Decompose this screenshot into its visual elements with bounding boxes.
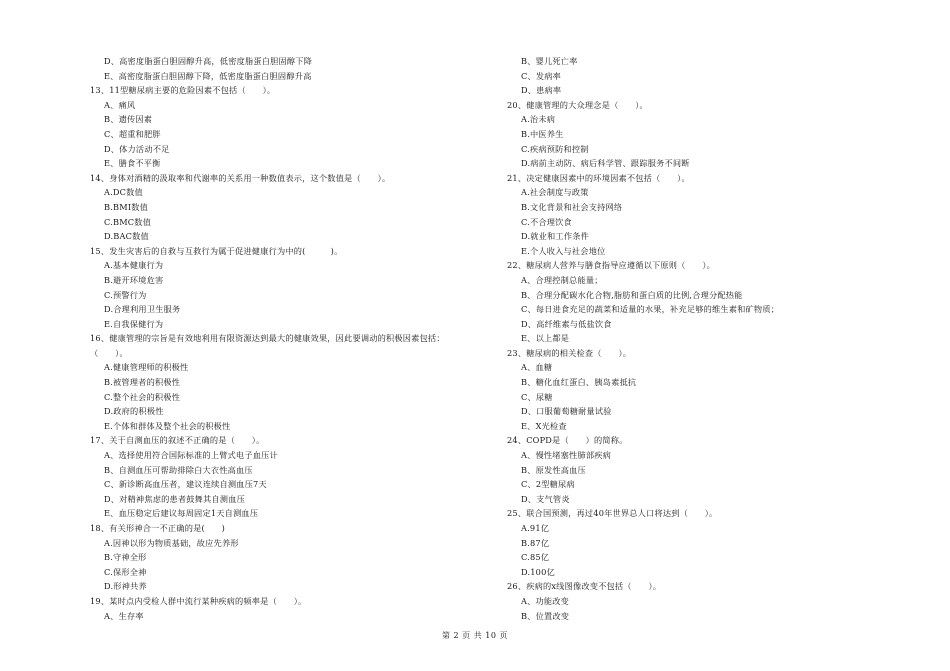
option-text: C.不合理饮食 (521, 216, 572, 227)
option-text: D.就业和工作条件 (521, 231, 589, 242)
right-column (507, 54, 937, 623)
question-text: 15、发生灾害后的自救与互救行为属于促进健康行为中的( )。 (90, 245, 343, 256)
option-text: D.政府的积极性 (104, 406, 164, 417)
option-text: B、遗传因素 (104, 114, 153, 125)
option-text: A、功能改变 (521, 595, 570, 606)
option-text: C.疾病预防和控制 (521, 143, 589, 154)
option-text: A.基本健康行为 (104, 260, 164, 271)
option-text: D、高密度脂蛋白胆固醇升高，低密度脂蛋白胆固醇下降 (104, 56, 313, 66)
option-text: A.社会制度与政策 (521, 187, 589, 198)
option-text: D.100亿 (521, 566, 555, 577)
option-text: E、膳食不平衡 (104, 158, 161, 169)
option-text: E、高密度脂蛋白胆固醇下降，低密度脂蛋白胆固醇升高 (104, 70, 312, 81)
left-column (90, 54, 520, 623)
option-text: D、高纤维素与低盐饮食 (521, 318, 612, 329)
question-text: 14、身体对酒精的汲取率和代谢率的关系用一种数值表示，这个数值是（ ）。 (90, 172, 391, 183)
option-text: B.中医养生 (521, 128, 564, 139)
option-text: B、位置改变 (521, 610, 570, 621)
option-text: E、X光检查 (521, 420, 567, 431)
option-text: D、患病率 (521, 85, 562, 96)
option-text: C.BMC数值 (104, 216, 152, 227)
question-text: 26、疾病的x线图像改变不包括（ ）。 (507, 581, 662, 592)
option-text: B.BMI数值 (104, 201, 149, 212)
option-text: B.87亿 (521, 537, 550, 548)
option-text: B、婴儿死亡率 (521, 56, 578, 66)
option-text: C.85亿 (521, 552, 550, 563)
question-text: 13、11型糖尿病主要的危险因素不包括（ ）。 (90, 85, 276, 96)
option-text: D、对精神焦虑的患者鼓舞其自测血压 (104, 493, 245, 504)
option-text: E.自我保健行为 (104, 318, 164, 329)
option-text: C.整个社会的积极性 (104, 391, 181, 402)
option-text: A.DC数值 (104, 187, 143, 198)
option-text: D、口服葡萄糖耐量试验 (521, 406, 612, 417)
option-text: B.文化背景和社会支持网络 (521, 201, 623, 212)
option-text: A、选择使用符合国际标准的上臂式电子血压计 (104, 450, 278, 461)
option-text: A.健康管理师的积极性 (104, 362, 189, 373)
option-text: C、超重和肥胖 (104, 128, 161, 139)
question-text: 23、糖尿病的相关检查（ ）。 (507, 347, 632, 358)
question-text: 24、COPD是（ ）的简称。 (507, 435, 628, 446)
option-text: C、新诊断高血压者，建议连续自测血压7天 (104, 479, 267, 490)
option-text: A.91亿 (521, 523, 550, 533)
option-text: B、合理分配碳水化合物,脂肪和蛋白质的比例,合理分配热能 (521, 289, 743, 300)
option-text: E.个人收入与社会地位 (521, 245, 606, 256)
question-text: 25、联合国预测，再过40年世界总人口将达到（ ）。 (507, 508, 718, 519)
option-text: B.避开环境危害 (104, 274, 164, 285)
question-text: 19、某时点内受检人群中流行某种疾病的频率是（ ）。 (90, 595, 307, 606)
option-text: C.预警行为 (104, 289, 147, 300)
option-text: D.合理利用卫生服务 (104, 304, 181, 315)
option-text: A、合理控制总能量； (521, 274, 603, 285)
option-text: D.病前主动防、病后科学管、跟踪服务不间断 (521, 158, 690, 169)
question-text: 16、健康管理的宗旨是有效地利用有限资源达到最大的健康效果，因此要调动的积极因素包括： (90, 333, 445, 344)
option-text: B.被管理者的积极性 (104, 377, 181, 388)
option-text: A、血糖 (521, 362, 553, 373)
option-text: D.形神共养 (104, 581, 147, 592)
option-text: E、以上都是 (521, 333, 570, 344)
option-text: D、体力活动不足 (104, 143, 170, 154)
page-number: 第 2 页 共 10 页 (442, 631, 508, 640)
option-text: D.BAC数值 (104, 231, 149, 242)
question-text: 22、糖尿病人营养与膳食指导应遵循以下原则（ ）。 (507, 260, 716, 271)
question-text: 17、关于自测血压的叙述不正确的是（ ）。 (90, 435, 265, 446)
option-text: A、生存率 (104, 610, 144, 621)
option-text: A.治未病 (521, 114, 556, 125)
option-text: E、血压稳定后建议每周固定1天自测血压 (104, 508, 259, 519)
question-text: 21、决定健康因素中的环境因素不包括（ ）。 (507, 172, 690, 183)
question-text: 20、健康管理的大众理念是（ ）。 (507, 99, 648, 110)
option-text: C、尿糖 (521, 391, 553, 402)
option-text: B.守神全形 (104, 552, 147, 563)
option-text: B、糖化血红蛋白、胰岛素抵抗 (521, 377, 637, 388)
option-text: C、发病率 (521, 70, 562, 81)
option-text: B、原发性高血压 (521, 464, 586, 475)
option-text: A.因神以形为物质基础，故应先养形 (104, 537, 239, 548)
option-text: A、痛风 (104, 99, 136, 110)
option-text: A、慢性堵塞性肺部疾病 (521, 450, 611, 461)
option-text: B、自测血压可帮助排除白大衣性高血压 (104, 464, 253, 475)
option-text: C.保形全神 (104, 566, 147, 577)
option-text: C、2型糖尿病 (521, 479, 575, 490)
question-continuation: （ ）。 (90, 347, 128, 358)
option-text: E.个体和群体及整个社会的积极性 (104, 420, 231, 431)
option-text: C、每日进食充足的蔬菜和适量的水果，补充足够的维生素和矿物质； (521, 304, 780, 315)
question-text: 18、有关形神合一不正确的是( ) (90, 523, 226, 533)
option-text: D、支气管炎 (521, 493, 570, 504)
